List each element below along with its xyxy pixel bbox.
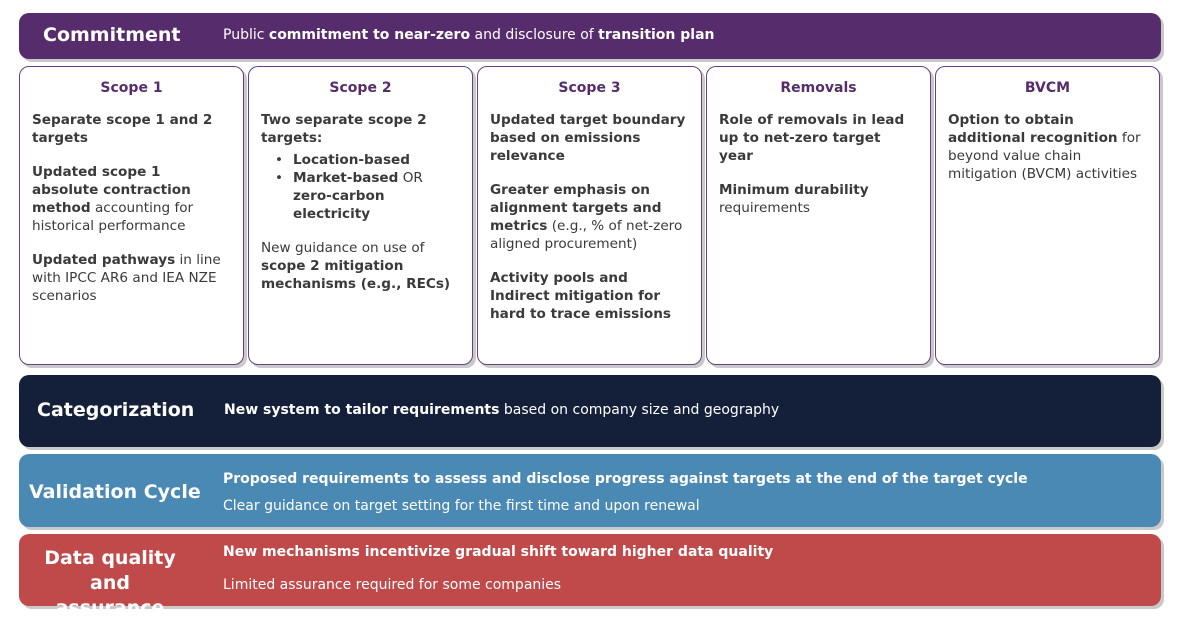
scope-3-card (477, 66, 702, 365)
removals-item: Role of removals in lead up to net-zero target year (719, 112, 905, 164)
bvcm-card (935, 66, 1160, 365)
data-quality-line-2: Limited assurance required for some companies (223, 577, 562, 593)
data-quality-band (19, 534, 1161, 619)
validation-band (19, 454, 1161, 527)
scope-2-card (248, 66, 473, 365)
scope-2-title: Scope 2 (329, 80, 392, 96)
scope-1-title: Scope 1 (100, 80, 163, 96)
data-quality-title: Data quality and assurance (44, 547, 176, 619)
scope-2-bullet-list (275, 151, 460, 223)
scope-1-item: Updated pathways in line with IPCC AR6 and IEA NZE scenarios (32, 252, 221, 304)
scope-3-item: Greater emphasis on alignment targets and metrics (e.g., % of net-zero aligned procurement) (490, 182, 683, 252)
categorization-text: New system to tailor requirements based on company size and geography (224, 402, 780, 418)
validation-line-2: Clear guidance on target setting for the first time and upon renewal (223, 498, 700, 514)
removals-card (706, 66, 931, 365)
categorization-band (19, 375, 1161, 447)
commitment-title: Commitment (43, 24, 181, 46)
categorization-title: Categorization (37, 399, 195, 421)
commitment-band (19, 13, 1161, 59)
bvcm-item: Option to obtain additional recognition for beyond value chain mitigation (BVCM) activities (948, 112, 1141, 182)
removals-title: Removals (780, 80, 857, 96)
commitment-text: Public commitment to near-zero and disclosure of transition plan (223, 27, 715, 43)
validation-line-1: Proposed requirements to assess and disclose progress against targets at the end of the target cycle (223, 471, 1028, 487)
scope-3-title: Scope 3 (558, 80, 621, 96)
removals-item: Minimum durability requirements (719, 182, 869, 216)
scope-3-item: Updated target boundary based on emissions relevance (490, 112, 686, 164)
scope-2-bullet: • Market-based OR zero-carbon electricity (275, 169, 460, 223)
scope-1-item: Updated scope 1 absolute contraction method accounting for historical performance (32, 164, 194, 234)
scope-3-item: Activity pools and Indirect mitigation for hard to trace emissions (490, 270, 671, 322)
scope-1-item: Separate scope 1 and 2 targets (32, 112, 213, 146)
scope-2-item: New guidance on use of scope 2 mitigation mechanisms (e.g., RECs) (261, 240, 451, 292)
scope-2-item: Two separate scope 2 targets: (261, 112, 427, 146)
bvcm-title: BVCM (1024, 80, 1071, 96)
data-quality-line-1: New mechanisms incentivize gradual shift toward higher data quality (223, 544, 774, 560)
scope-2-bullet: • Location-based (275, 151, 460, 169)
scope-1-card (19, 66, 244, 365)
validation-title: Validation Cycle (29, 481, 201, 503)
